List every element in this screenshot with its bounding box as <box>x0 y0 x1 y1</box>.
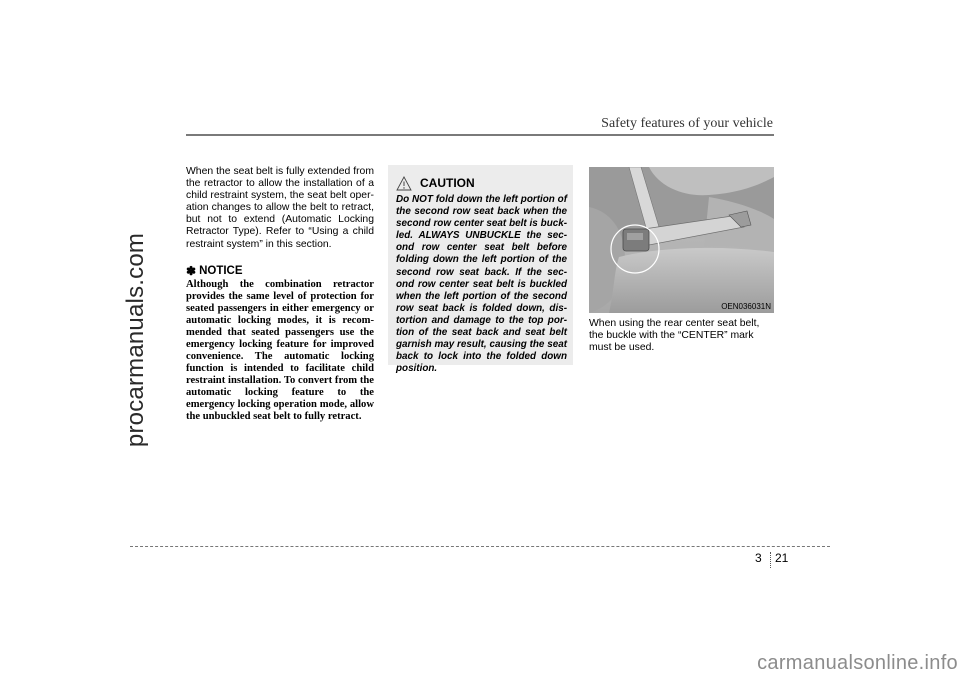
column-left <box>186 166 374 423</box>
notice-heading <box>186 265 374 277</box>
footer-rule <box>130 546 830 547</box>
caution-title: CAUTION <box>420 176 475 190</box>
seat-belt-buckle-photo <box>589 167 774 313</box>
figure-code: OEN036031N <box>721 302 771 311</box>
page-number: 21 <box>775 551 789 565</box>
side-watermark: procarmanuals.com <box>122 232 149 448</box>
warning-triangle-icon <box>396 176 412 191</box>
notice-text: Although the combination retractor provides the same level of protection for seated passengers in either emergency or automatic locking modes, it is recom-mended that seated passengers use the emergency locking feature for improved convenience. The automatic locking function is intended to facilitate child restraint installation. To convert from the automatic locking feature to the emergency locking operation mode, allow the unbuckled seat belt to fully retract. <box>186 278 374 423</box>
header-title: Safety features of your vehicle <box>601 116 773 131</box>
notice-title: NOTICE <box>199 264 243 277</box>
page-chapter: 3 <box>755 551 762 565</box>
intro-paragraph: When the seat belt is fully extended from the retractor to allow the installation of a child restraint system, the seat belt oper-ation changes to allow the belt to retract, but not to extend (Automatic Locking Retractor Type). Refer to “Using a child restraint system” in this section. <box>186 166 374 250</box>
figure-caption: When using the rear center seat belt, the buckle with the “CENTER” mark must be used. <box>589 318 760 354</box>
notice-mark: ✽ <box>186 263 197 278</box>
header-rule <box>186 134 774 136</box>
seat-buckle-illustration <box>589 167 774 313</box>
page-number-separator <box>770 552 771 568</box>
caution-text: Do NOT fold down the left portion of the second row seat back when the second row center seat belt is buck-led. ALWAYS UNBUCKLE the sec-ond row center seat belt before folding down the left portion of the second row seat back. If the sec-ond row center seat belt is buckled when the left portion of the second row seat back is folded down, dis-tortion and damage to the top por-tion of the seat back and seat belt garnish may result, causing the seat back to lock into the folded down position. <box>396 194 567 375</box>
caution-header <box>396 174 567 192</box>
bottom-watermark: carmanualsonline.info <box>757 652 958 674</box>
column-right <box>589 318 775 354</box>
caution-box <box>388 165 573 375</box>
